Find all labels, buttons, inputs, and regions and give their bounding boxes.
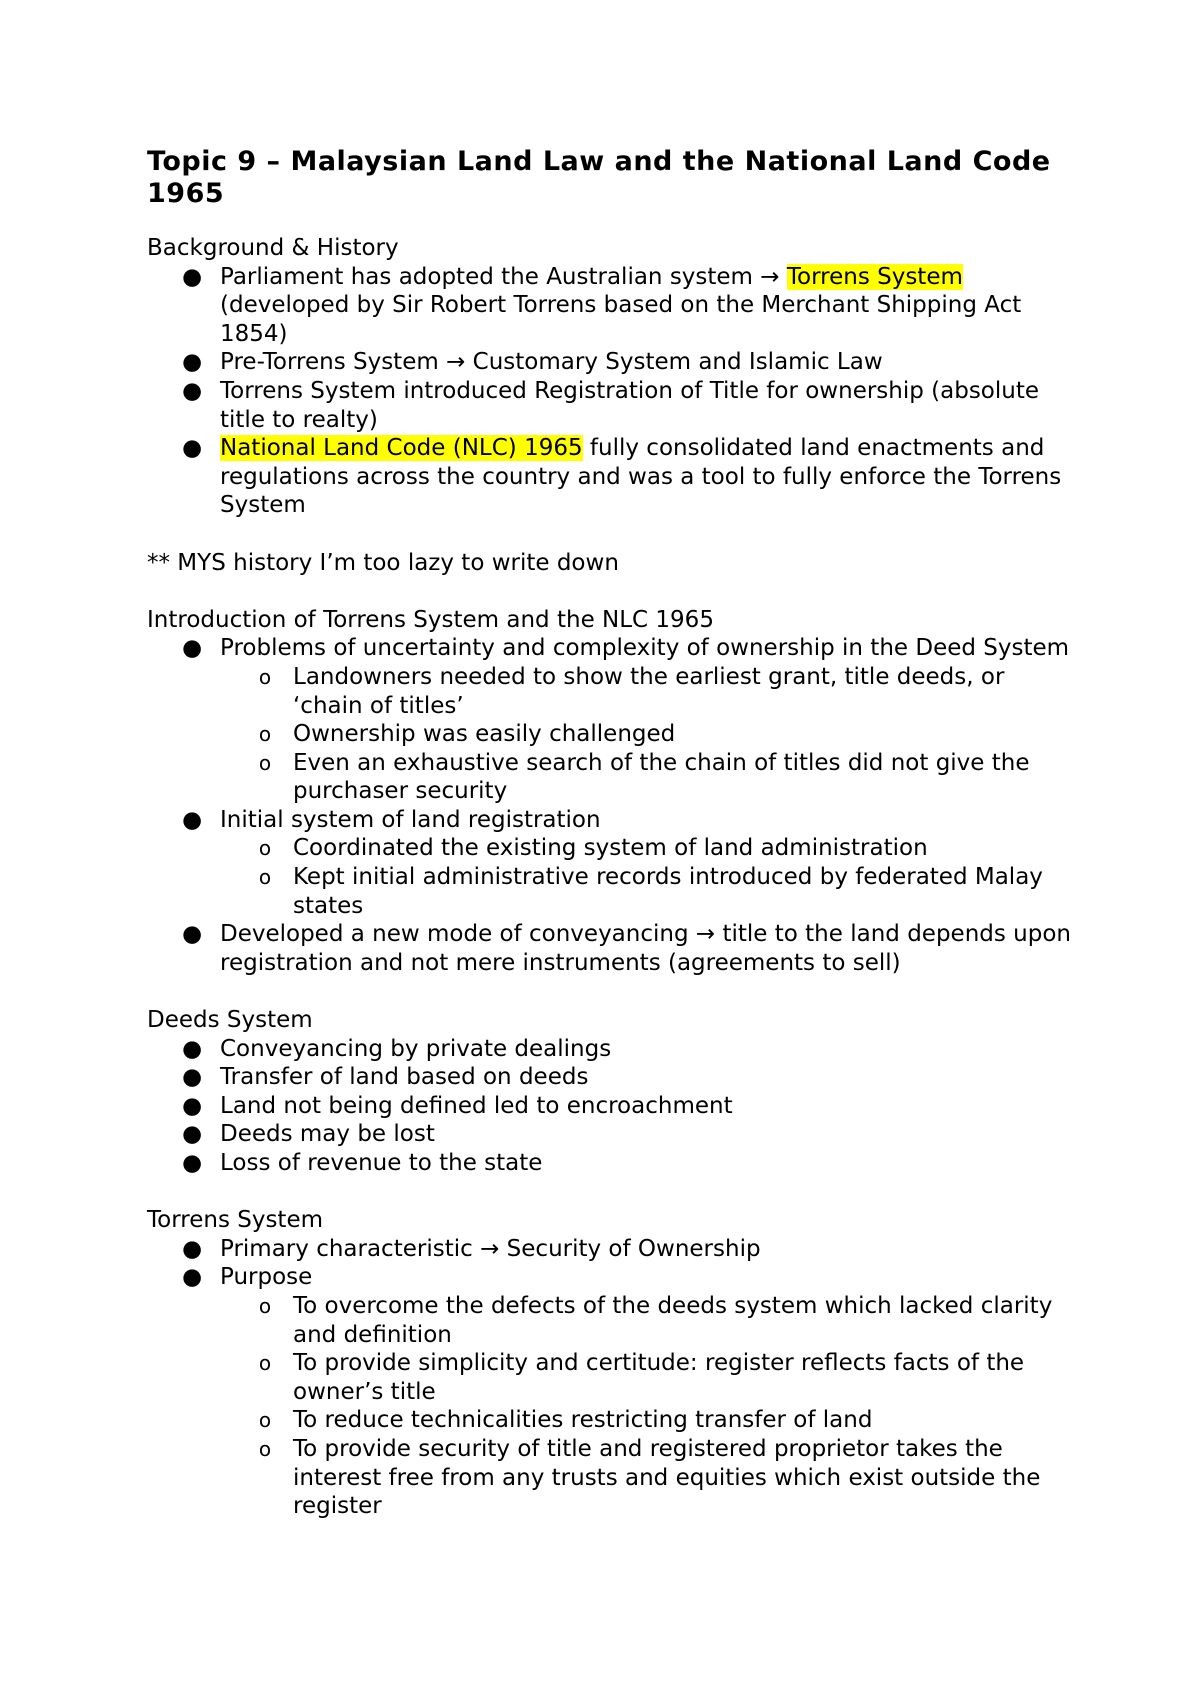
bullet-icon: ●: [182, 1235, 203, 1262]
item-text: title to the land depends upon registration and not mere instruments (agreements to sell): [220, 921, 1071, 976]
item-text: Initial system of land registration: [220, 806, 601, 833]
item-text: Torrens System introduced Registration of Title for ownership (absolute title to realty): [220, 377, 1040, 433]
note-line: ** MYS history I’m too lazy to write down: [147, 549, 619, 576]
arrow-icon: →: [480, 1235, 500, 1262]
sub-list-item: [258, 749, 1077, 806]
list-item: [182, 1120, 1077, 1149]
highlighted-text: Torrens System: [786, 263, 963, 290]
sub-item-text: Coordinated the existing system of land administration: [293, 835, 928, 862]
bullet-icon: ●: [182, 1264, 203, 1291]
sub-bullet-icon: o: [258, 1293, 272, 1318]
sub-bullet-icon: o: [258, 836, 272, 861]
bullet-icon: ●: [182, 806, 203, 833]
bullet-icon: ●: [182, 1092, 203, 1119]
list-item: [182, 263, 1077, 349]
bullet-icon: ●: [182, 635, 203, 662]
sub-item-text: To provide security of title and registered proprietor takes the interest free from any trusts and equities which exist outside the register: [293, 1435, 1041, 1520]
sub-list-item: [258, 834, 1077, 863]
bullet-icon: ●: [182, 377, 203, 404]
section-torrens: [147, 1206, 1077, 1521]
item-text: fully consolidated land enactments and regulations across the country and was a tool to fully enforce the Torrens System: [220, 435, 1062, 519]
sub-bullet-icon: o: [258, 664, 272, 689]
list-item: [182, 1092, 1077, 1121]
highlighted-text: National Land Code (NLC) 1965: [220, 435, 583, 462]
list-item: [182, 1035, 1077, 1064]
sub-item-text: To overcome the defects of the deeds system which lacked clarity and definition: [293, 1292, 1053, 1348]
item-text: Developed a new mode of conveyancing: [220, 921, 696, 948]
item-separator: [780, 264, 787, 290]
item-text: Transfer of land based on deeds: [220, 1064, 589, 1091]
sub-bullet-icon: o: [258, 865, 272, 890]
spacer: [147, 1178, 1077, 1207]
bullet-list: [147, 1035, 1077, 1178]
sub-list-item: [258, 663, 1077, 720]
spacer: [147, 577, 1077, 606]
bullet-icon: ●: [182, 1064, 203, 1091]
sub-bullet-icon: o: [258, 722, 272, 747]
sub-bullet-icon: o: [258, 1351, 272, 1376]
sub-bullet-icon: o: [258, 1436, 272, 1461]
spacer: [147, 520, 1077, 549]
item-text: (developed by Sir Robert Torrens based on the Merchant Shipping Act 1854): [220, 292, 1022, 347]
sub-item-text: To provide simplicity and certitude: register reflects facts of the owner’s title: [293, 1350, 1025, 1405]
sub-list-item: [258, 720, 1077, 749]
arrow-icon: →: [446, 349, 466, 376]
bullet-icon: ●: [182, 435, 203, 462]
sub-item-text: Ownership was easily challenged: [293, 721, 676, 748]
list-item: [182, 434, 1077, 520]
list-item: [182, 634, 1077, 806]
section-deeds: [147, 1006, 1077, 1178]
sub-bullet-icon: o: [258, 1408, 272, 1433]
list-item: [182, 806, 1077, 920]
sub-list: [220, 1292, 1077, 1521]
list-item: [182, 920, 1077, 977]
item-text: Security of Ownership: [499, 1235, 761, 1262]
bullet-list: [147, 634, 1077, 977]
item-text: Problems of uncertainty and complexity of ownership in the Deed System: [220, 635, 1070, 662]
item-text: Land not being defined led to encroachment: [220, 1092, 733, 1119]
document-page: [147, 146, 1077, 1521]
sub-item-text: Kept initial administrative records introduced by federated Malay states: [293, 864, 1043, 919]
bullet-list: [147, 263, 1077, 520]
spacer: [147, 977, 1077, 1006]
sub-list-item: [258, 863, 1077, 920]
bullet-icon: ●: [182, 921, 203, 948]
item-text: Pre-Torrens System: [220, 349, 447, 376]
sub-list-item: [258, 1349, 1077, 1406]
bullet-icon: ●: [182, 1150, 203, 1176]
section-heading: Deeds System: [147, 1007, 313, 1034]
sub-list-item: [258, 1292, 1077, 1349]
sub-item-text: Even an exhaustive search of the chain of titles did not give the purchaser security: [293, 749, 1030, 805]
item-text: Deeds may be lost: [220, 1121, 435, 1148]
sub-list: [220, 663, 1077, 806]
item-text: Primary characteristic: [220, 1235, 481, 1262]
bullet-icon: ●: [182, 1121, 203, 1148]
sub-item-text: To reduce technicalities restricting transfer of land: [293, 1407, 873, 1434]
list-item: [182, 377, 1077, 434]
bullet-list: [147, 1235, 1077, 1521]
list-item: [182, 1263, 1077, 1520]
bullet-icon: ●: [182, 349, 203, 376]
sub-bullet-icon: o: [258, 750, 272, 775]
section-background: [147, 234, 1077, 520]
bullet-icon: ●: [182, 1035, 203, 1062]
sub-item-text: Landowners needed to show the earliest grant, title deeds, or ‘chain of titles’: [293, 663, 1005, 719]
arrow-icon: →: [695, 921, 716, 948]
item-text: Purpose: [220, 1264, 313, 1291]
section-heading: Torrens System: [147, 1207, 324, 1234]
sub-list-item: [258, 1435, 1077, 1521]
item-text: Loss of revenue to the state: [220, 1150, 543, 1176]
section-heading: Introduction of Torrens System and the NLC 1965: [147, 606, 714, 633]
section-introduction: [147, 606, 1077, 978]
arrow-icon: →: [760, 263, 780, 290]
sub-list-item: [258, 1406, 1077, 1435]
section-heading: Background & History: [147, 235, 399, 261]
list-item: [182, 1149, 1077, 1178]
item-text: Conveyancing by private dealings: [220, 1035, 612, 1062]
list-item: [182, 1235, 1077, 1264]
item-text: Customary System and Islamic Law: [465, 349, 883, 376]
item-text: Parliament has adopted the Australian system: [220, 263, 761, 290]
list-item: [182, 348, 1077, 377]
bullet-icon: ●: [182, 263, 203, 290]
list-item: [182, 1063, 1077, 1092]
document-title: Topic 9 – Malaysian Land Law and the National Land Code 1965: [147, 146, 1051, 209]
sub-list: [220, 834, 1077, 920]
